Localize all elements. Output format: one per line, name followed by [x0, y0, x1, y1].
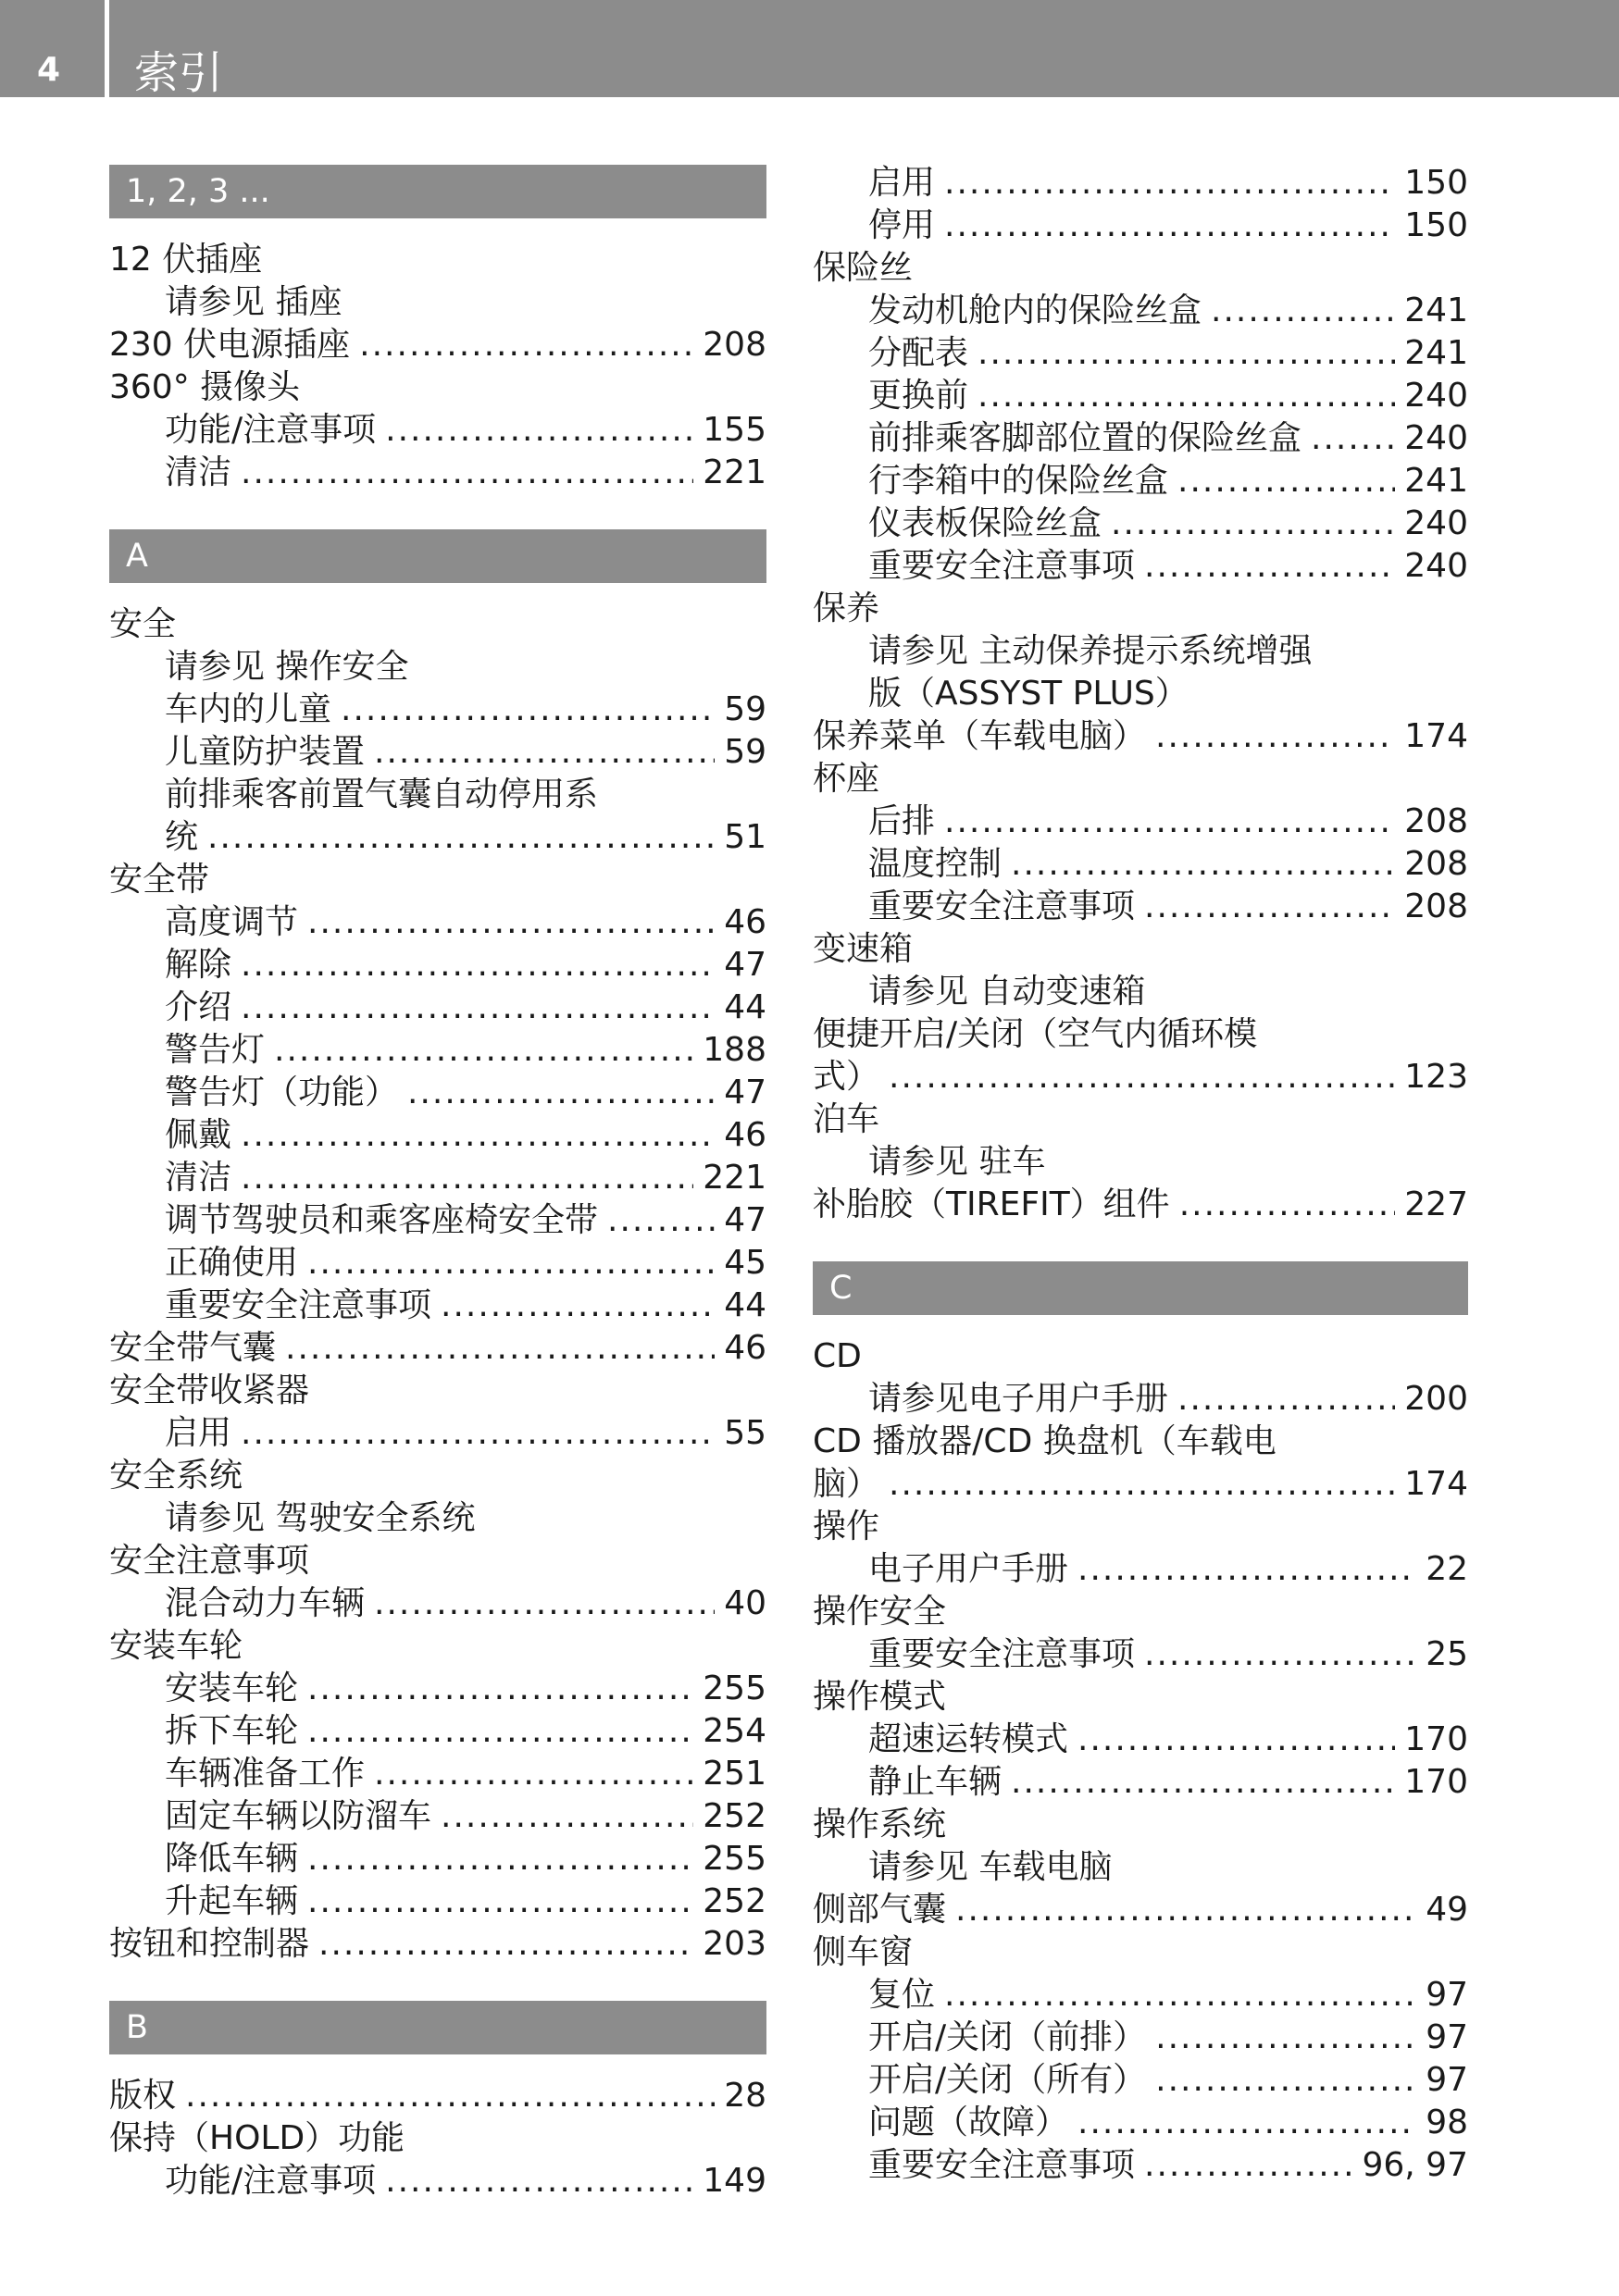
dot-leader [307, 1880, 693, 1923]
index-subentry [813, 545, 1468, 588]
index-subentry [109, 774, 766, 816]
entry-text: 升起车辆 [165, 1882, 299, 1920]
dot-leader [1077, 1548, 1416, 1591]
entry-page-number: 97 [1426, 2061, 1468, 2099]
index-entry [813, 1421, 1468, 1463]
index-subentry [813, 673, 1468, 715]
entry-text: 功能/注意事项 [165, 2162, 377, 2200]
dot-leader [1011, 1761, 1395, 1804]
entry-text: 混合动力车辆 [165, 1584, 366, 1622]
index-subentry [109, 1242, 766, 1285]
entry-page-number: 47 [724, 1201, 766, 1239]
entry-page-number: 59 [724, 733, 766, 771]
entry-text: 安全带收紧器 [109, 1371, 310, 1409]
index-entry [813, 1506, 1468, 1548]
index-entry [813, 715, 1468, 758]
entry-page-number: 221 [703, 453, 766, 491]
dot-leader [944, 205, 1395, 247]
entry-page-number: 252 [703, 1882, 766, 1920]
entry-page-number: 200 [1404, 1380, 1468, 1418]
index-subentry [813, 843, 1468, 886]
dot-leader [385, 409, 693, 452]
entry-page-number: 241 [1404, 462, 1468, 500]
index-subentry [813, 290, 1468, 332]
dot-leader [955, 1889, 1416, 1931]
index-entry [813, 1184, 1468, 1226]
index-subentry [813, 2102, 1468, 2144]
index-entry [813, 1335, 1468, 1378]
entry-text: 佩戴 [165, 1116, 232, 1154]
entry-page-number: 49 [1426, 1891, 1468, 1929]
index-subentry [813, 1761, 1468, 1804]
entry-text: 安全注意事项 [109, 1542, 310, 1580]
entry-text: 安全带气囊 [109, 1329, 277, 1367]
entry-page-number: 240 [1404, 419, 1468, 457]
section-gap [109, 1966, 766, 2001]
dot-leader [1177, 1378, 1395, 1421]
entry-text: 保险丝 [813, 249, 914, 287]
dot-leader [241, 452, 693, 494]
index-subentry [109, 452, 766, 494]
entry-text: 按钮和控制器 [109, 1925, 310, 1963]
section-gap [109, 494, 766, 529]
index-subentry [109, 816, 766, 859]
index-subentry [813, 162, 1468, 205]
entry-page-number: 241 [1404, 334, 1468, 372]
dot-leader [241, 1412, 715, 1455]
entry-text: 变速箱 [813, 930, 914, 968]
entry-text: 发动机舱内的保险丝盒 [868, 292, 1202, 329]
entry-page-number: 255 [703, 1669, 766, 1707]
index-subentry [813, 503, 1468, 545]
index-subentry [109, 987, 766, 1029]
entry-page-number: 252 [703, 1797, 766, 1835]
entry-page-number: 150 [1404, 206, 1468, 244]
index-entry [109, 2117, 766, 2160]
entry-page-number: 240 [1404, 547, 1468, 585]
dot-leader [318, 1923, 693, 1966]
dot-leader [307, 1668, 693, 1710]
index-subentry [109, 944, 766, 987]
dot-leader [1177, 460, 1395, 503]
index-entry [813, 1804, 1468, 1846]
index-entry [813, 758, 1468, 800]
entry-text: 车辆准备工作 [165, 1755, 366, 1793]
section-heading: A [109, 529, 766, 583]
index-subentry [109, 1157, 766, 1199]
index-subentry [109, 1582, 766, 1625]
entry-text: 请参见 驻车 [868, 1143, 1046, 1181]
entry-text: 儿童防护装置 [165, 733, 366, 771]
dot-leader [274, 1029, 693, 1072]
dot-leader [241, 1157, 693, 1199]
entry-text: 开启/关闭（所有） [868, 2061, 1147, 2099]
index-entry [109, 859, 766, 901]
index-entry [109, 1540, 766, 1582]
index-subentry [109, 2160, 766, 2203]
dot-leader [385, 2160, 693, 2203]
index-entry [813, 1056, 1468, 1098]
index-subentry [109, 281, 766, 324]
entry-page-number: 45 [724, 1244, 766, 1282]
entry-page-number: 208 [703, 326, 766, 364]
index-entry [109, 1327, 766, 1370]
index-entry [813, 1676, 1468, 1719]
header-divider [105, 0, 109, 97]
entry-page-number: 22 [1426, 1550, 1468, 1588]
index-subentry [109, 409, 766, 452]
entry-text: 前排乘客脚部位置的保险丝盒 [868, 419, 1302, 457]
entry-text: 安全 [109, 605, 177, 643]
dot-leader [407, 1072, 715, 1114]
dot-leader [978, 332, 1395, 375]
entry-page-number: 208 [1404, 845, 1468, 883]
dot-leader [1179, 1184, 1396, 1226]
index-entry [109, 1370, 766, 1412]
entry-page-number: 98 [1426, 2104, 1468, 2141]
entry-text: 式） [813, 1058, 880, 1096]
entry-page-number: 40 [724, 1584, 766, 1622]
index-subentry [813, 971, 1468, 1013]
dot-leader [441, 1795, 693, 1838]
entry-text: 电子用户手册 [868, 1550, 1069, 1588]
index-entry [109, 1923, 766, 1966]
section-gap [813, 1226, 1468, 1261]
index-subentry [813, 205, 1468, 247]
entry-text: 超速运转模式 [868, 1720, 1069, 1758]
entry-text: 重要安全注意事项 [868, 1635, 1136, 1673]
entry-page-number: 155 [703, 411, 766, 449]
entry-text: 固定车辆以防溜车 [165, 1797, 432, 1835]
entry-text: 安装车轮 [109, 1627, 243, 1665]
dot-leader [307, 1242, 715, 1285]
entry-text: 分配表 [868, 334, 969, 372]
dot-leader [1144, 2144, 1352, 2187]
entry-text: 泊车 [813, 1100, 880, 1138]
dot-leader [374, 1582, 715, 1625]
index-subentry [813, 630, 1468, 673]
entry-text: 请参见 驾驶安全系统 [165, 1499, 476, 1537]
dot-leader [1077, 1719, 1395, 1761]
index-entry [813, 928, 1468, 971]
entry-page-number: 188 [703, 1031, 766, 1069]
entry-page-number: 97 [1426, 1976, 1468, 2014]
entry-text: 问题（故障） [868, 2104, 1069, 2141]
dot-leader [241, 987, 715, 1029]
entry-text: 补胎胶（TIREFIT）组件 [813, 1185, 1170, 1223]
entry-page-number: 44 [724, 1286, 766, 1324]
entry-page-number: 51 [724, 818, 766, 856]
entry-text: 重要安全注意事项 [868, 547, 1136, 585]
entry-text: 保养 [813, 590, 880, 627]
dot-leader [1211, 290, 1395, 332]
entry-text: 拆下车轮 [165, 1712, 299, 1750]
index-subentry [109, 646, 766, 689]
index-subentry [109, 901, 766, 944]
entry-text: 操作 [813, 1508, 880, 1545]
dot-leader [1077, 2102, 1416, 2144]
index-subentry [813, 375, 1468, 417]
index-subentry [109, 1029, 766, 1072]
index-entry [813, 1098, 1468, 1141]
index-entry [813, 1931, 1468, 1974]
entry-page-number: 149 [703, 2162, 766, 2200]
entry-page-number: 240 [1404, 377, 1468, 415]
index-subentry [109, 1285, 766, 1327]
entry-text: 后排 [868, 802, 936, 840]
entry-page-number: 123 [1404, 1058, 1468, 1096]
entry-text: 侧车窗 [813, 1933, 914, 1971]
index-subentry [109, 1199, 766, 1242]
entry-page-number: 44 [724, 988, 766, 1026]
entry-text: 停用 [868, 206, 936, 244]
section-heading: 1, 2, 3 ... [109, 165, 766, 218]
entry-page-number: 46 [724, 1116, 766, 1154]
entry-text: 请参见电子用户手册 [868, 1380, 1169, 1418]
dot-leader [1011, 843, 1395, 886]
index-subentry [813, 2017, 1468, 2059]
dot-leader [1144, 1633, 1416, 1676]
entry-page-number: 208 [1404, 887, 1468, 925]
entry-text: 清洁 [165, 453, 232, 491]
entry-text: 操作系统 [813, 1806, 947, 1843]
entry-text: 温度控制 [868, 845, 1003, 883]
index-subentry [813, 886, 1468, 928]
entry-text: 静止车辆 [868, 1763, 1003, 1801]
dot-leader [1311, 417, 1395, 460]
entry-text: 版权 [109, 2077, 177, 2115]
entry-text: 降低车辆 [165, 1840, 299, 1878]
index-entry [813, 1889, 1468, 1931]
entry-text: 便捷开启/关闭（空气内循环模 [813, 1015, 1258, 1053]
index-subentry [109, 1710, 766, 1753]
dot-leader [341, 689, 715, 731]
dot-leader [1144, 545, 1395, 588]
entry-page-number: 59 [724, 690, 766, 728]
page-title: 索引 [134, 47, 224, 99]
entry-text: 功能/注意事项 [165, 411, 377, 449]
dot-leader [1155, 715, 1395, 758]
dot-leader [1155, 2059, 1416, 2102]
entry-page-number: 170 [1404, 1763, 1468, 1801]
index-entry [109, 2075, 766, 2117]
dot-leader [307, 1838, 693, 1880]
entry-text: 仪表板保险丝盒 [868, 504, 1102, 542]
entry-text: 警告灯（功能） [165, 1074, 399, 1111]
index-column-left [109, 165, 766, 2203]
entry-text: 操作安全 [813, 1593, 947, 1631]
index-entry [109, 366, 766, 409]
index-entry [109, 603, 766, 646]
entry-page-number: 46 [724, 1329, 766, 1367]
entry-page-number: 47 [724, 946, 766, 984]
entry-text: 车内的儿童 [165, 690, 332, 728]
entry-page-number: 96, 97 [1362, 2146, 1468, 2184]
page-number: 4 [37, 51, 61, 89]
index-subentry [109, 1497, 766, 1540]
entry-text: 12 伏插座 [109, 241, 263, 279]
entry-page-number: 241 [1404, 292, 1468, 329]
entry-text: 请参见 车载电脑 [868, 1848, 1113, 1886]
entry-page-number: 251 [703, 1755, 766, 1793]
entry-text: 介绍 [165, 988, 232, 1026]
index-subentry [813, 800, 1468, 843]
dot-leader [978, 375, 1395, 417]
index-subentry [813, 460, 1468, 503]
entry-page-number: 254 [703, 1712, 766, 1750]
index-subentry [813, 1974, 1468, 2017]
entry-text: 解除 [165, 946, 232, 984]
entry-text: CD 播放器/CD 换盘机（车载电 [813, 1422, 1277, 1460]
entry-text: 360° 摄像头 [109, 368, 301, 406]
index-subentry [109, 1668, 766, 1710]
entry-text: 调节驾驶员和乘客座椅安全带 [165, 1201, 599, 1239]
index-subentry [813, 1719, 1468, 1761]
index-entry [813, 247, 1468, 290]
entry-page-number: 255 [703, 1840, 766, 1878]
dot-leader [359, 324, 693, 366]
dot-leader [307, 901, 715, 944]
dot-leader [374, 731, 715, 774]
page-header [0, 0, 1619, 97]
entry-text: 统 [165, 818, 199, 856]
entry-page-number: 55 [724, 1414, 766, 1452]
entry-text: CD [813, 1337, 862, 1375]
entry-text: 前排乘客前置气囊自动停用系 [165, 776, 599, 813]
section-heading: B [109, 2001, 766, 2054]
entry-text: 安全带 [109, 861, 210, 899]
entry-text: 重要安全注意事项 [165, 1286, 432, 1324]
entry-text: 启用 [165, 1414, 232, 1452]
entry-text: 更换前 [868, 377, 969, 415]
index-subentry [109, 1072, 766, 1114]
index-subentry [109, 731, 766, 774]
entry-text: 脑） [813, 1465, 880, 1503]
entry-text: 230 伏电源插座 [109, 326, 351, 364]
dot-leader [889, 1463, 1395, 1506]
dot-leader [241, 944, 715, 987]
dot-leader [207, 816, 715, 859]
dot-leader [944, 800, 1395, 843]
index-subentry [109, 1838, 766, 1880]
entry-text: 开启/关闭（前排） [868, 2018, 1147, 2056]
entry-text: 正确使用 [165, 1244, 299, 1282]
entry-text: 请参见 插座 [165, 283, 342, 321]
dot-leader [1155, 2017, 1416, 2059]
entry-page-number: 47 [724, 1074, 766, 1111]
index-subentry [109, 1412, 766, 1455]
entry-text: 警告灯 [165, 1031, 266, 1069]
index-entry [813, 588, 1468, 630]
entry-page-number: 97 [1426, 2018, 1468, 2056]
index-subentry [813, 417, 1468, 460]
index-subentry [813, 2144, 1468, 2187]
entry-page-number: 208 [1404, 802, 1468, 840]
entry-page-number: 46 [724, 903, 766, 941]
entry-text: 重要安全注意事项 [868, 887, 1136, 925]
entry-page-number: 203 [703, 1925, 766, 1963]
index-entry [813, 1463, 1468, 1506]
entry-page-number: 150 [1404, 164, 1468, 202]
index-subentry [109, 1880, 766, 1923]
entry-page-number: 240 [1404, 504, 1468, 542]
entry-text: 操作模式 [813, 1678, 947, 1716]
entry-text: 版（ASSYST PLUS） [868, 675, 1189, 713]
index-subentry [813, 1141, 1468, 1184]
index-entry [109, 324, 766, 366]
entry-page-number: 221 [703, 1159, 766, 1197]
index-entry [813, 1591, 1468, 1633]
dot-leader [1111, 503, 1395, 545]
entry-text: 安全系统 [109, 1457, 243, 1495]
dot-leader [1144, 886, 1395, 928]
dot-leader [241, 1114, 715, 1157]
dot-leader [607, 1199, 715, 1242]
dot-leader [285, 1327, 715, 1370]
entry-text: 保持（HOLD）功能 [109, 2119, 405, 2157]
entry-page-number: 174 [1404, 1465, 1468, 1503]
entry-text: 侧部气囊 [813, 1891, 947, 1929]
index-subentry [813, 1846, 1468, 1889]
entry-text: 重要安全注意事项 [868, 2146, 1136, 2184]
index-column-right [813, 162, 1468, 2187]
index-subentry [813, 332, 1468, 375]
dot-leader [374, 1753, 693, 1795]
dot-leader [944, 1974, 1416, 2017]
dot-leader [307, 1710, 693, 1753]
entry-text: 复位 [868, 1976, 936, 2014]
entry-text: 安装车轮 [165, 1669, 299, 1707]
index-subentry [813, 1548, 1468, 1591]
entry-text: 请参见 自动变速箱 [868, 973, 1146, 1011]
dot-leader [441, 1285, 715, 1327]
index-subentry [813, 2059, 1468, 2102]
entry-page-number: 170 [1404, 1720, 1468, 1758]
index-entry [813, 1013, 1468, 1056]
index-subentry [109, 1114, 766, 1157]
entry-text: 行李箱中的保险丝盒 [868, 462, 1169, 500]
entry-text: 请参见 主动保养提示系统增强 [868, 632, 1313, 670]
entry-text: 杯座 [813, 760, 880, 798]
index-subentry [813, 1633, 1468, 1676]
index-subentry [813, 1378, 1468, 1421]
dot-leader [889, 1056, 1395, 1098]
index-entry [109, 1625, 766, 1668]
index-subentry [109, 1795, 766, 1838]
entry-page-number: 227 [1404, 1185, 1468, 1223]
index-subentry [109, 1753, 766, 1795]
entry-page-number: 174 [1404, 717, 1468, 755]
entry-text: 请参见 操作安全 [165, 648, 409, 686]
index-entry [109, 1455, 766, 1497]
entry-text: 清洁 [165, 1159, 232, 1197]
dot-leader [944, 162, 1395, 205]
entry-page-number: 28 [724, 2077, 766, 2115]
entry-text: 保养菜单（车载电脑） [813, 717, 1147, 755]
entry-page-number: 25 [1426, 1635, 1468, 1673]
dot-leader [185, 2075, 715, 2117]
section-heading: C [813, 1261, 1468, 1315]
entry-text: 高度调节 [165, 903, 299, 941]
entry-text: 启用 [868, 164, 936, 202]
index-entry [109, 239, 766, 281]
index-subentry [109, 689, 766, 731]
